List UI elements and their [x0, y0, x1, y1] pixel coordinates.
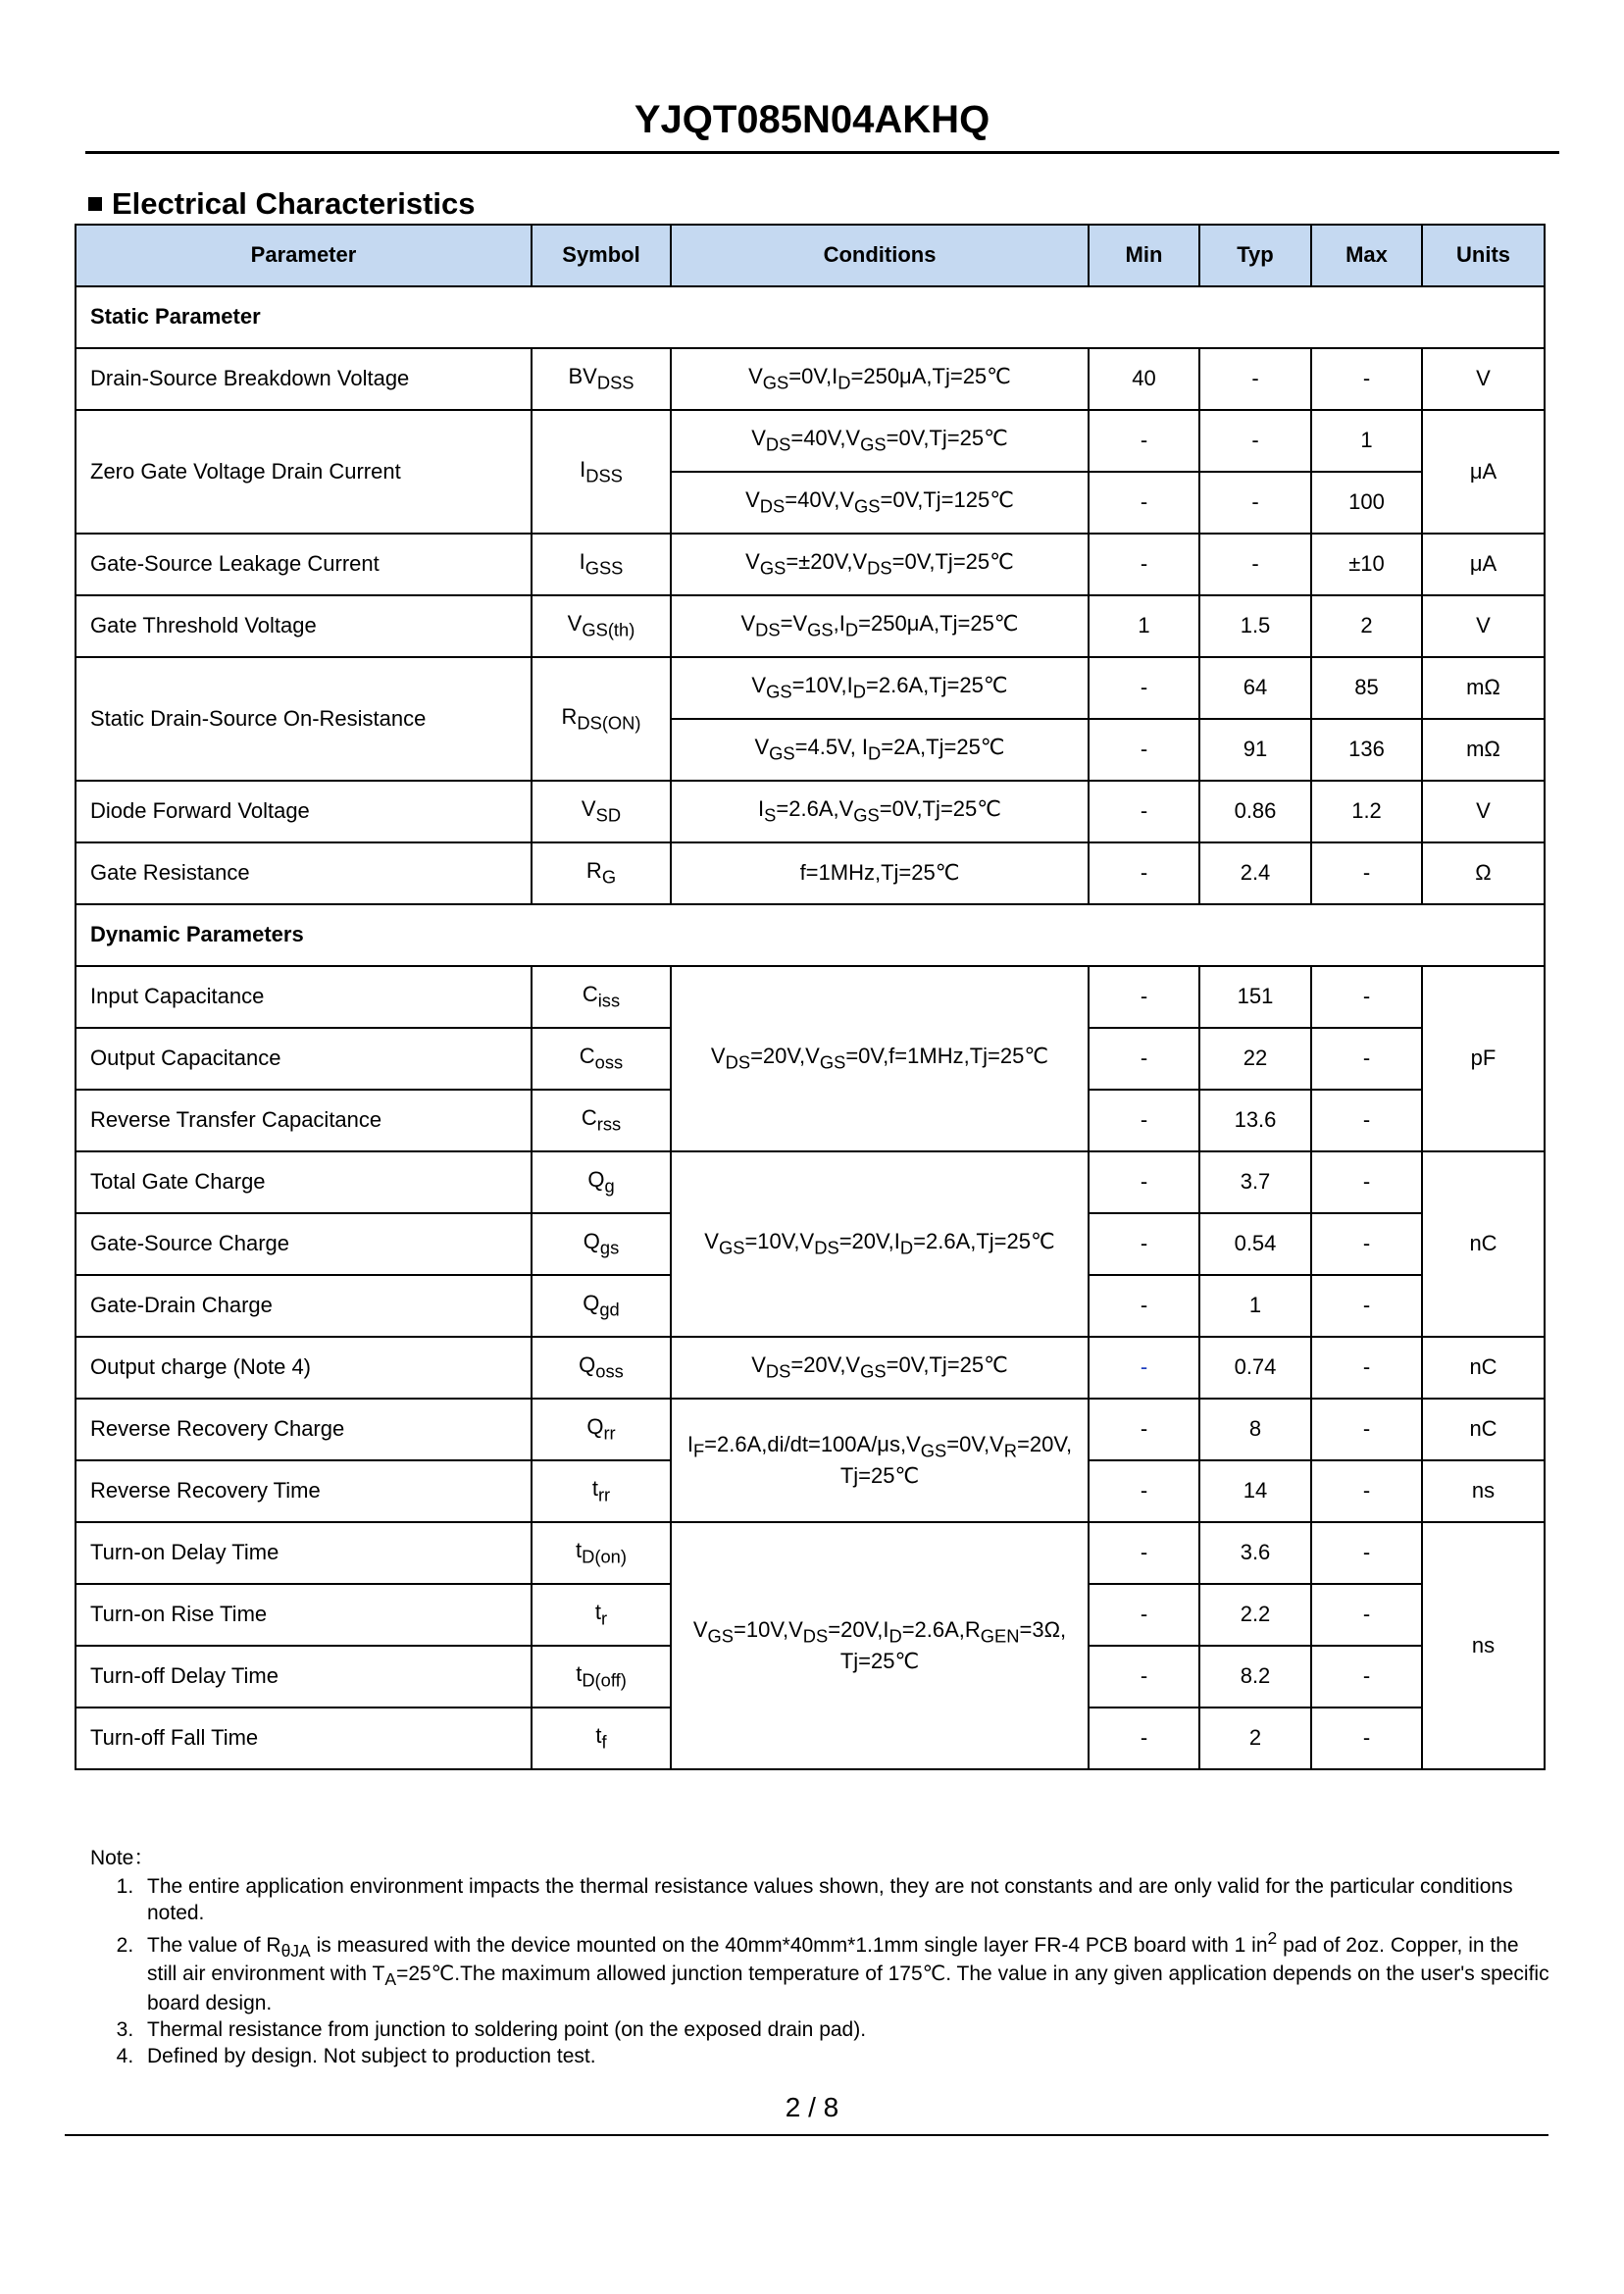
typ-cell: 0.74: [1199, 1337, 1311, 1399]
table-row: [76, 657, 1545, 719]
condition-cell: $V_{DS}=40V,V_{GS}=0V,Tj=125℃$: [671, 472, 1089, 534]
symbol-cell: $R_{DS(ON)}$: [532, 657, 671, 781]
param-cell: Turn-on Rise Time: [76, 1584, 532, 1646]
table-row: [76, 1337, 1545, 1399]
symbol-cell: $Q_g$: [532, 1151, 671, 1213]
param-cell: Diode Forward Voltage: [76, 781, 532, 842]
square-bullet-icon: [88, 197, 102, 211]
table-row: [76, 1522, 1545, 1584]
param-cell: Turn-on Delay Time: [76, 1522, 532, 1584]
table-row: [76, 1151, 1545, 1213]
typ-cell: -: [1199, 472, 1311, 534]
header-min: Min: [1089, 225, 1199, 286]
unit-cell: V: [1422, 348, 1545, 410]
symbol-cell: $V_{SD}$: [532, 781, 671, 842]
max-cell: 85: [1311, 657, 1422, 719]
max-cell: -: [1311, 1028, 1422, 1090]
section-heading: [88, 186, 476, 222]
notes-list: [90, 1874, 1551, 2070]
typ-cell: 64: [1199, 657, 1311, 719]
table-row: [76, 1399, 1545, 1460]
param-cell: Turn-off Delay Time: [76, 1646, 532, 1708]
typ-cell: 2.4: [1199, 842, 1311, 904]
param-cell: Gate-Source Charge: [76, 1213, 532, 1275]
unit-cell: nC: [1422, 1399, 1545, 1460]
symbol-cell: $Q_{gd}$: [532, 1275, 671, 1337]
symbol-cell: $C_{oss}$: [532, 1028, 671, 1090]
group-row: [76, 904, 1545, 966]
group-row: [76, 286, 1545, 348]
max-cell: 100: [1311, 472, 1422, 534]
table-row: [76, 842, 1545, 904]
unit-cell: Ω: [1422, 842, 1545, 904]
min-cell: 40: [1089, 348, 1199, 410]
max-cell: ±10: [1311, 534, 1422, 595]
condition-cell: $V_{GS}=\pm 20V,V_{DS}=0V,Tj=25℃$: [671, 534, 1089, 595]
max-cell: -: [1311, 348, 1422, 410]
note-2: 2. The value of $R_{\theta JA}$ is measured with the device mounted on the 40mm*40mm*1.1mm single layer FR-4 PCB board with 1 $in^2$ pad of 2oz. Copper, in the still air environment with $T_A=25℃.The$ maximum allowed junction temperature of 175℃. The value in any given application depends on the user's specific board design.: [139, 1927, 1551, 2017]
min-cell: -: [1089, 1460, 1199, 1522]
table-row: [76, 966, 1545, 1028]
symbol-cell: $t_{D(off)}$: [532, 1646, 671, 1708]
header-conditions: Conditions: [671, 225, 1089, 286]
symbol-cell: $I_{GSS}$: [532, 534, 671, 595]
header-max: Max: [1311, 225, 1422, 286]
min-cell: -: [1089, 1090, 1199, 1151]
symbol-cell: $Q_{gs}$: [532, 1213, 671, 1275]
table-row: [76, 348, 1545, 410]
unit-cell: nC: [1422, 1337, 1545, 1399]
header-units: Units: [1422, 225, 1545, 286]
max-cell: -: [1311, 842, 1422, 904]
min-cell: -: [1089, 1275, 1199, 1337]
note-3: 3. Thermal resistance from junction to soldering point (on the exposed drain pad).: [139, 2017, 1551, 2044]
param-cell: Output Capacitance: [76, 1028, 532, 1090]
table-row: [76, 534, 1545, 595]
max-cell: -: [1311, 1090, 1422, 1151]
page-number: 2 / 8: [785, 2092, 839, 2122]
table-row: [76, 781, 1545, 842]
max-cell: 1: [1311, 410, 1422, 472]
typ-cell: 1.5: [1199, 595, 1311, 657]
typ-cell: -: [1199, 348, 1311, 410]
footer-divider: [65, 2134, 1548, 2136]
section-title: Electrical Characteristics: [112, 186, 476, 221]
min-cell: -: [1089, 1399, 1199, 1460]
condition-cell: $V_{DS}=20V,V_{GS}=0V,Tj=25℃$: [671, 1337, 1089, 1399]
condition-cell: $V_{GS}=4.5V$, $I_D=2A,Tj=25℃$: [671, 719, 1089, 781]
symbol-cell: $V_{GS(th)}$: [532, 595, 671, 657]
min-cell: -: [1089, 1522, 1199, 1584]
min-cell: -: [1089, 472, 1199, 534]
table-header-row: [76, 225, 1545, 286]
unit-cell: mΩ: [1422, 657, 1545, 719]
condition-cell: $I_F=2.6A,di/dt=100A/\mu s,V_{GS}=0V,V_R=20V$, Tj=25℃: [671, 1399, 1089, 1522]
symbol-cell: $t_{D(on)}$: [532, 1522, 671, 1584]
param-cell: Gate Resistance: [76, 842, 532, 904]
typ-cell: 8.2: [1199, 1646, 1311, 1708]
header-typ: Typ: [1199, 225, 1311, 286]
max-cell: -: [1311, 1337, 1422, 1399]
max-cell: -: [1311, 1275, 1422, 1337]
header-symbol: Symbol: [532, 225, 671, 286]
max-cell: -: [1311, 1460, 1422, 1522]
header-parameter: Parameter: [76, 225, 532, 286]
condition-cell: $V_{DS}=V_{GS},I_D=250\mu A,Tj=25℃$: [671, 595, 1089, 657]
param-cell: Gate-Drain Charge: [76, 1275, 532, 1337]
max-cell: 136: [1311, 719, 1422, 781]
typ-cell: 91: [1199, 719, 1311, 781]
note-1: 1. The entire application environment impacts the thermal resistance values shown, they are not constants and are only valid for the particular conditions noted.: [139, 1874, 1551, 1927]
typ-cell: 0.54: [1199, 1213, 1311, 1275]
symbol-cell: $C_{iss}$: [532, 966, 671, 1028]
min-cell: -: [1089, 966, 1199, 1028]
symbol-cell: $t_r$: [532, 1584, 671, 1646]
typ-cell: 3.7: [1199, 1151, 1311, 1213]
min-cell: -: [1089, 534, 1199, 595]
symbol-cell: $I_{DSS}$: [532, 410, 671, 534]
condition-cell: $V_{DS}=40V,V_{GS}=0V,Tj=25℃$: [671, 410, 1089, 472]
max-cell: 1.2: [1311, 781, 1422, 842]
typ-cell: 1: [1199, 1275, 1311, 1337]
typ-cell: 13.6: [1199, 1090, 1311, 1151]
min-cell: -: [1089, 1646, 1199, 1708]
condition-cell: $V_{GS}=0V,I_D=250\mu A,Tj=25℃$: [671, 348, 1089, 410]
unit-cell: pF: [1422, 966, 1545, 1151]
symbol-cell: $t_{rr}$: [532, 1460, 671, 1522]
max-cell: -: [1311, 1708, 1422, 1769]
min-cell: -: [1089, 719, 1199, 781]
max-cell: -: [1311, 1646, 1422, 1708]
symbol-cell: $Q_{oss}$: [532, 1337, 671, 1399]
max-cell: -: [1311, 966, 1422, 1028]
param-cell: Reverse Recovery Time: [76, 1460, 532, 1522]
condition-cell: $I_S=2.6A,V_{GS}=0V,Tj=25℃$: [671, 781, 1089, 842]
param-cell: Turn-off Fall Time: [76, 1708, 532, 1769]
condition-cell: f=1MHz,Tj=25℃: [671, 842, 1089, 904]
symbol-cell: $t_f$: [532, 1708, 671, 1769]
notes-label: Note：: [90, 1847, 155, 1869]
group-static: Static Parameter: [76, 286, 1545, 348]
param-cell: Static Drain-Source On-Resistance: [76, 657, 532, 781]
param-cell: Reverse Recovery Charge: [76, 1399, 532, 1460]
unit-cell: μA: [1422, 410, 1545, 534]
unit-cell: mΩ: [1422, 719, 1545, 781]
page-title: YJQT085N04AKHQ: [634, 98, 990, 141]
typ-cell: 22: [1199, 1028, 1311, 1090]
symbol-cell: $BV_{DSS}$: [532, 348, 671, 410]
unit-cell: nC: [1422, 1151, 1545, 1337]
param-cell: Input Capacitance: [76, 966, 532, 1028]
typ-cell: 151: [1199, 966, 1311, 1028]
param-cell: Total Gate Charge: [76, 1151, 532, 1213]
typ-cell: 3.6: [1199, 1522, 1311, 1584]
min-cell: -: [1089, 657, 1199, 719]
typ-cell: 2.2: [1199, 1584, 1311, 1646]
symbol-cell: $C_{rss}$: [532, 1090, 671, 1151]
typ-cell: 0.86: [1199, 781, 1311, 842]
group-dynamic: Dynamic Parameters: [76, 904, 1545, 966]
min-cell: -: [1089, 1151, 1199, 1213]
min-cell: -: [1089, 1337, 1199, 1399]
typ-cell: -: [1199, 410, 1311, 472]
table-row: [76, 595, 1545, 657]
param-cell: Gate Threshold Voltage: [76, 595, 532, 657]
min-cell: -: [1089, 842, 1199, 904]
min-cell: -: [1089, 1708, 1199, 1769]
typ-cell: -: [1199, 534, 1311, 595]
unit-cell: ns: [1422, 1460, 1545, 1522]
param-cell: Gate-Source Leakage Current: [76, 534, 532, 595]
min-cell: -: [1089, 1028, 1199, 1090]
min-cell: -: [1089, 1213, 1199, 1275]
symbol-cell: $R_G$: [532, 842, 671, 904]
max-cell: -: [1311, 1522, 1422, 1584]
unit-cell: V: [1422, 595, 1545, 657]
notes-section: [90, 1846, 1551, 2069]
typ-cell: 2: [1199, 1708, 1311, 1769]
max-cell: -: [1311, 1213, 1422, 1275]
condition-cell: $V_{DS}=20V,V_{GS}=0V,f=1MHz,Tj=25℃$: [671, 966, 1089, 1151]
min-cell: -: [1089, 781, 1199, 842]
electrical-characteristics-table: [75, 224, 1546, 1770]
min-cell: 1: [1089, 595, 1199, 657]
condition-cell: $V_{GS}=10V,V_{DS}=20V,I_D=2.6A,Tj=25℃$: [671, 1151, 1089, 1337]
max-cell: -: [1311, 1584, 1422, 1646]
param-cell: Output charge (Note 4): [76, 1337, 532, 1399]
note-4: 4. Defined by design. Not subject to production test.: [139, 2044, 1551, 2070]
typ-cell: 14: [1199, 1460, 1311, 1522]
max-cell: -: [1311, 1399, 1422, 1460]
max-cell: 2: [1311, 595, 1422, 657]
param-cell: Drain-Source Breakdown Voltage: [76, 348, 532, 410]
title-divider: [85, 151, 1559, 154]
table-row: [76, 410, 1545, 472]
param-cell: Reverse Transfer Capacitance: [76, 1090, 532, 1151]
typ-cell: 8: [1199, 1399, 1311, 1460]
max-cell: -: [1311, 1151, 1422, 1213]
condition-cell: $V_{GS}=10V,I_D=2.6A,Tj=25℃$: [671, 657, 1089, 719]
unit-cell: ns: [1422, 1522, 1545, 1769]
min-cell: -: [1089, 1584, 1199, 1646]
unit-cell: μA: [1422, 534, 1545, 595]
unit-cell: V: [1422, 781, 1545, 842]
symbol-cell: $Q_{rr}$: [532, 1399, 671, 1460]
condition-cell: $V_{GS}=10V,V_{DS}=20V,I_D=2.6A,R_{GEN}=3\Omega$, Tj=25℃: [671, 1522, 1089, 1769]
min-cell: -: [1089, 410, 1199, 472]
param-cell: Zero Gate Voltage Drain Current: [76, 410, 532, 534]
